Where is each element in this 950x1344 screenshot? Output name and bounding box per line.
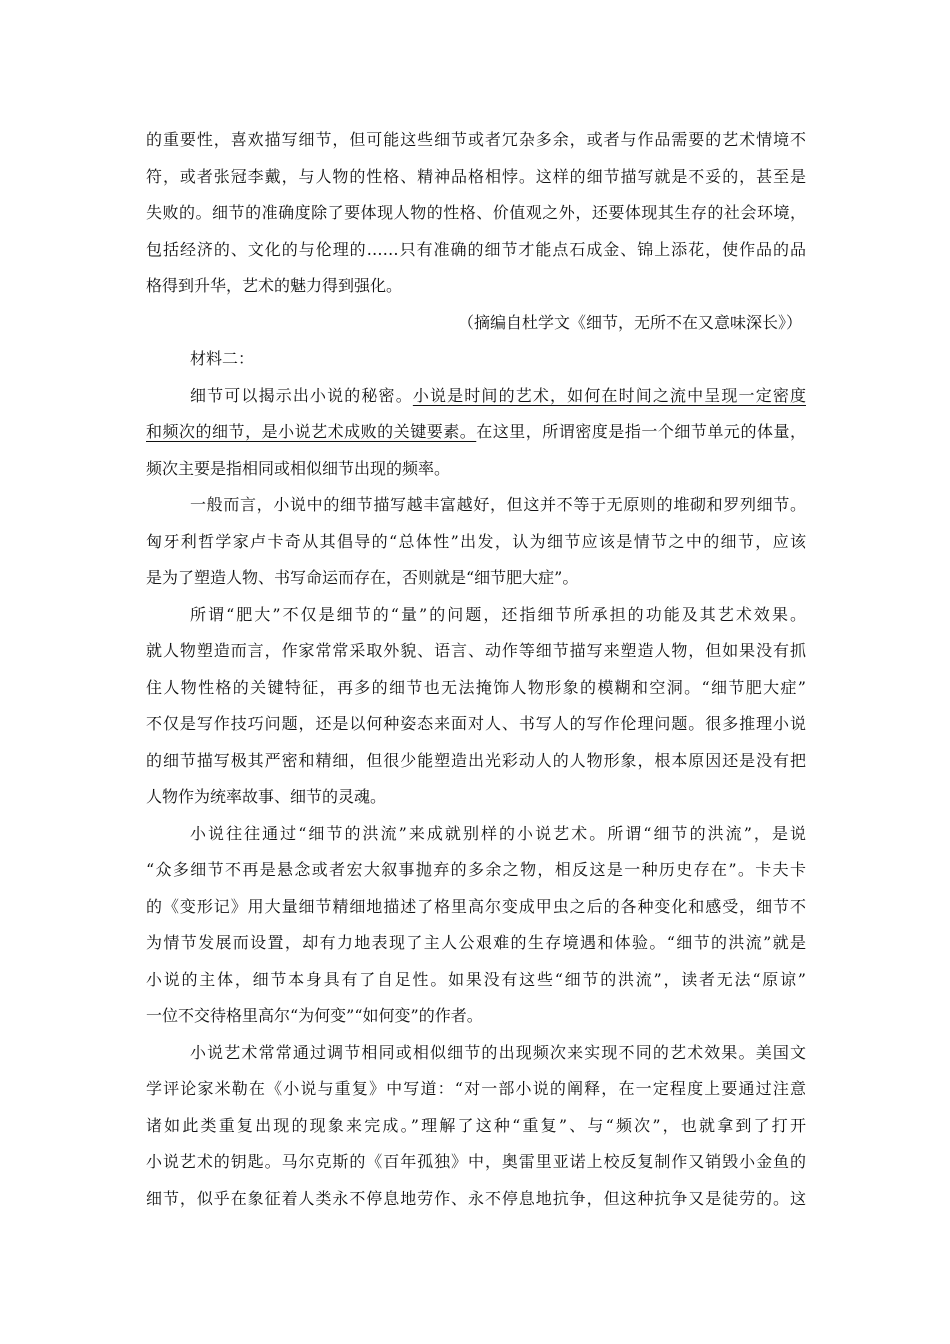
- text-line: [146, 414, 806, 451]
- plain-text: 细节可以揭示出小说的秘密。: [190, 385, 413, 405]
- text-line: 频次主要是指相同或相似细节出现的频率。: [146, 458, 451, 478]
- text-line: 包括经济的、文化的与伦理的……只有准确的细节才能点石成金、锦上添花，使作品的品: [146, 239, 806, 259]
- text-line: 一般而言，小说中的细节描写越丰富越好，但这并不等于无原则的堆砌和罗列细节。: [190, 495, 806, 514]
- text-line: [146, 378, 806, 415]
- text-line: 不仅是写作技巧问题，还是以何种姿态来面对人、书写人的写作伦理问题。很多推理小说: [146, 714, 806, 733]
- text-line: “众多细节不再是悬念或者宏大叙事抛弃的多余之物，相反这是一种历史存在”。卡夫卡: [146, 860, 806, 879]
- text-line: 所谓“肥大”不仅是细节的“量”的问题，还指细节所承担的功能及其艺术效果。: [190, 604, 806, 624]
- text-line: 匈牙利哲学家卢卡奇从其倡导的“总体性”出发，认为细节应该是情节之中的细节，应该: [146, 531, 806, 551]
- article-body: [146, 122, 806, 1217]
- text-line: 小说往往通过“细节的洪流”来成就别样的小说艺术。所谓“细节的洪流”，是说: [190, 823, 806, 843]
- text-line: 一位不交待格里高尔“为何变”“如何变”的作者。: [146, 1006, 483, 1025]
- text-line: 诸如此类重复出现的现象来完成。”理解了这种“重复”、与“频次”，也就拿到了打开: [146, 1115, 806, 1135]
- source-citation: （摘编自杜学文《细节，无所不在又意味深长》）: [457, 312, 802, 332]
- text-line: 是为了塑造人物、书写命运而存在，否则就是“细节肥大症”。: [146, 568, 579, 587]
- text-line: 学评论家米勒在《小说与重复》中写道：“对一部小说的阐释，在一定程度上要通过注意: [146, 1079, 806, 1098]
- text-line: 细节，似乎在象征着人类永不停息地劳作、永不停息地抗争，但这种抗争又是徒劳的。这: [146, 1188, 806, 1208]
- text-line: 符，或者张冠李戴，与人物的性格、精神品格相悖。这样的细节描写就是不妥的，甚至是: [146, 166, 806, 186]
- section-heading: 材料二：: [190, 349, 255, 368]
- text-line: 格得到升华，艺术的魅力得到强化。: [146, 276, 403, 295]
- text-line: 小说的主体，细节本身具有了自足性。如果没有这些“细节的洪流”，读者无法“原谅”: [146, 969, 806, 989]
- text-line: 的重要性，喜欢描写细节，但可能这些细节或者冗杂多余，或者与作品需要的艺术情境不: [146, 130, 806, 149]
- plain-text: 在这里，所谓密度是指一个细节单元的体量，: [476, 422, 806, 441]
- text-line: 的《变形记》用大量细节精细地描述了格里高尔变成甲虫之后的各种变化和感受，细节不: [146, 896, 806, 916]
- text-line: 住人物性格的关键特征，再多的细节也无法掩饰人物形象的模糊和空洞。“细节肥大症”: [146, 677, 806, 697]
- text-line: 的细节描写极其严密和精细，但很少能塑造出光彩动人的人物形象，根本原因还是没有把: [146, 750, 806, 770]
- text-line: 失败的。细节的准确度除了要体现人物的性格、价值观之外，还要体现其生存的社会环境，: [146, 203, 806, 222]
- underlined-text: 和频次的细节，是小说艺术成败的关键要素。: [146, 422, 477, 441]
- text-line: 为情节发展而设置，却有力地表现了主人公艰难的生存境遇和体验。“细节的洪流”就是: [146, 933, 806, 952]
- text-line: 小说艺术常常通过调节相同或相似细节的出现频次来实现不同的艺术效果。美国文: [190, 1042, 806, 1062]
- text-line: 就人物塑造而言，作家常常采取外貌、语言、动作等细节描写来塑造人物，但如果没有抓: [146, 641, 806, 660]
- text-line: 小说艺术的钥匙。马尔克斯的《百年孤独》中，奥雷里亚诺上校反复制作又销毁小金鱼的: [146, 1152, 806, 1171]
- text-line: 人物作为统率故事、细节的灵魂。: [146, 787, 387, 806]
- underlined-text: 小说是时间的艺术，如何在时间之流中呈现一定密度: [412, 385, 806, 405]
